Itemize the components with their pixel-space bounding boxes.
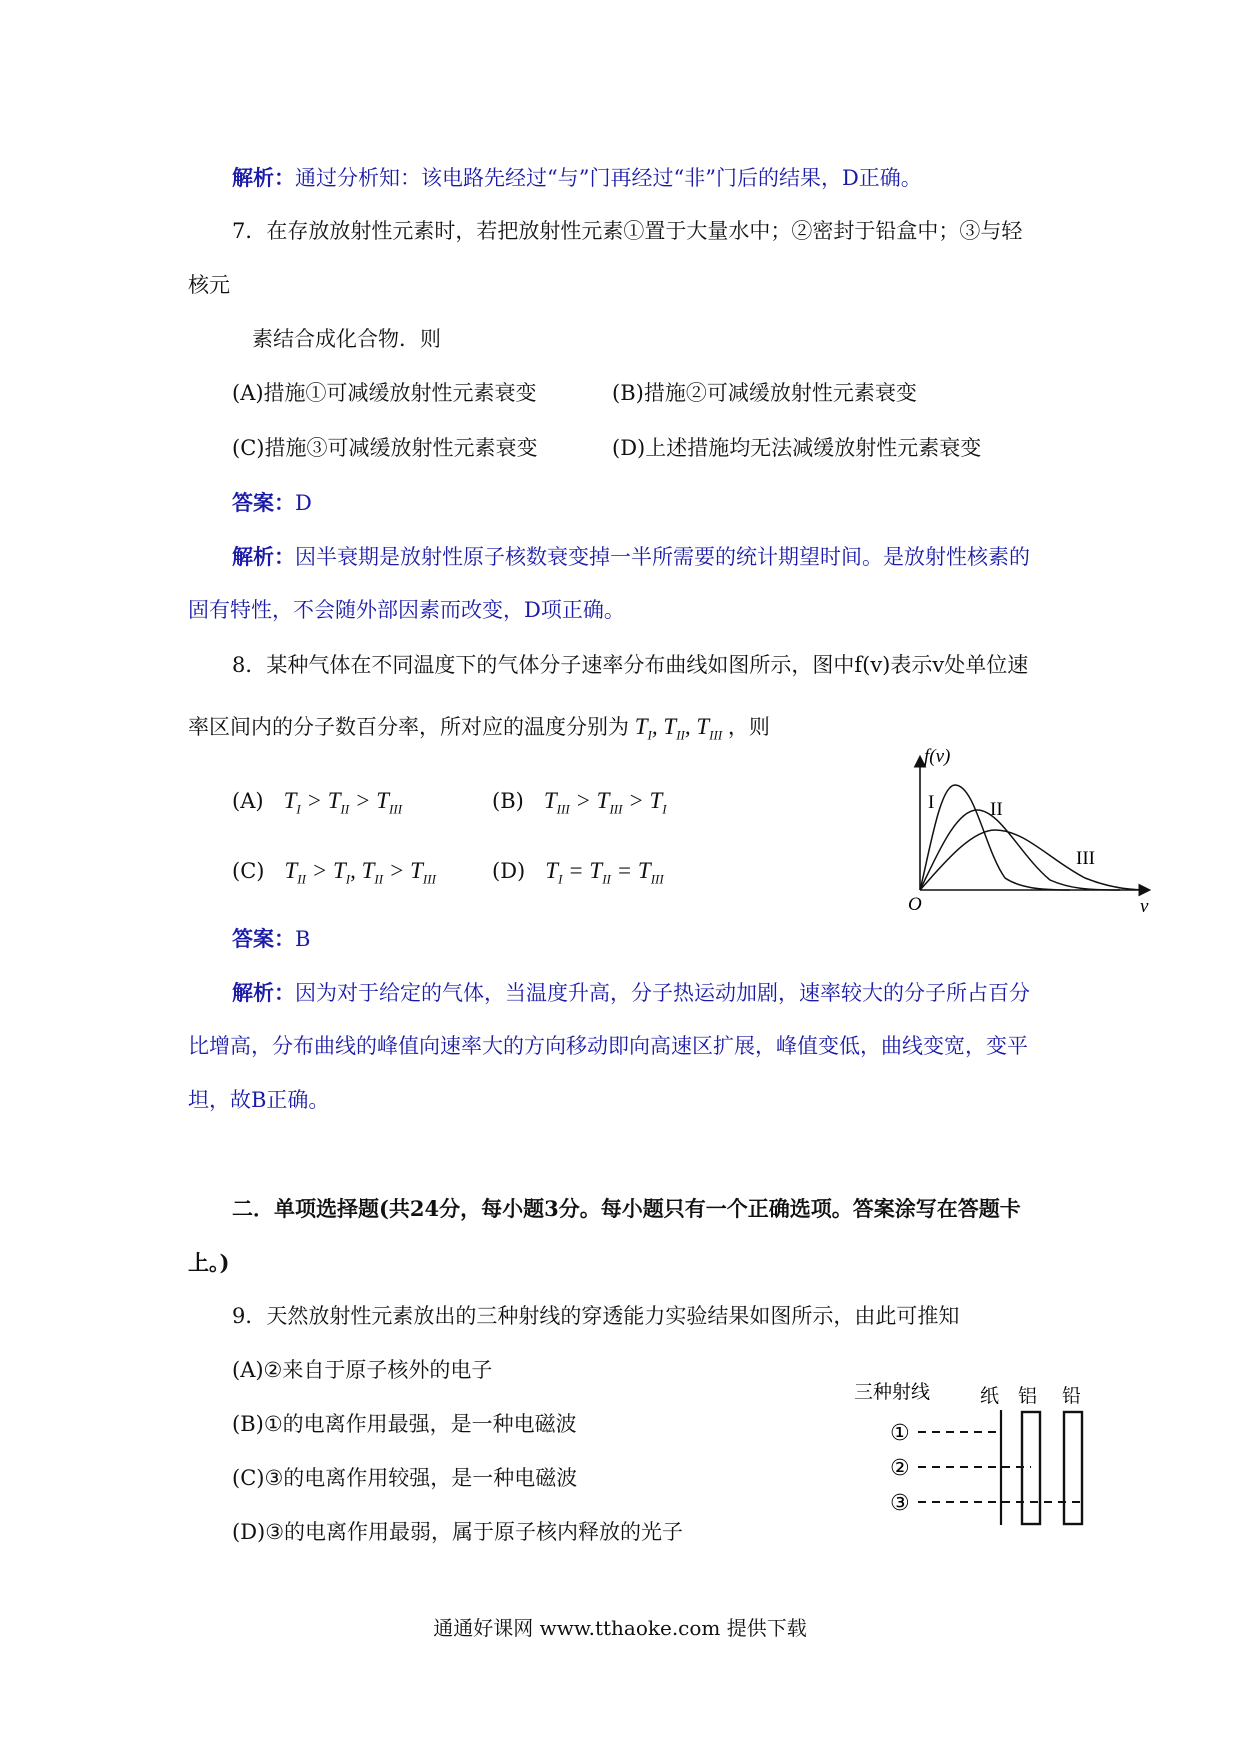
lead-label: 铅 <box>1062 1385 1082 1407</box>
option-label: (B) <box>492 789 524 813</box>
option-label: (A) <box>232 789 264 813</box>
figure-title: 三种射线 <box>854 1381 931 1403</box>
q9-option-a: (A)②来自于原子核外的电子 <box>232 1358 493 1382</box>
q8-stem-line2 <box>188 713 770 743</box>
q7-option-c: (C)措施③可减缓放射性元素衰变 <box>232 436 538 460</box>
q7-option-a: (A)措施①可减缓放射性元素衰变 <box>232 381 537 405</box>
q9-stem: 9．天然放射性元素放出的三种射线的穿透能力实验结果如图所示，由此可推知 <box>232 1304 960 1328</box>
q7-stem-line1: 7．在存放放射性元素时，若把放射性元素①置于大量水中；②密封于铅盒中；③与轻 <box>232 219 1023 243</box>
curve-label-i: I <box>928 792 935 813</box>
q8-stem-line1: 8．某种气体在不同温度下的气体分子速率分布曲线如图所示，图中f(v)表示v处单位速 <box>232 653 1029 677</box>
q8-option-a <box>232 787 402 817</box>
q7-stem-line2: 核元 <box>188 273 230 297</box>
q7-analysis-line1 <box>232 544 1030 570</box>
aluminum-label: 铝 <box>1018 1385 1038 1407</box>
q7-option-b: (B)措施②可减缓放射性元素衰变 <box>612 381 917 405</box>
q9-option-d: (D)③的电离作用最弱，属于原子核内释放的光子 <box>232 1520 684 1544</box>
section2-heading-line2: 上。) <box>188 1250 230 1275</box>
q7-option-d: (D)上述措施均无法减缓放射性元素衰变 <box>612 436 982 460</box>
q8-analysis-line2: 比增高，分布曲线的峰值向速率大的方向移动即向高速区扩展，峰值变低，曲线变宽，变平 <box>188 1034 1028 1058</box>
analysis-label: 解析： <box>232 165 295 190</box>
option-expr: $T_{III} > T_{III} > T_I$ <box>543 788 667 817</box>
answer-value: D <box>295 491 312 515</box>
analysis-text: 通过分析知：该电路先经过“与”门再经过“非”门后的结果，D正确。 <box>295 166 922 190</box>
footer: 通通好课网 www.tthaoke.com 提供下载 <box>433 1616 807 1640</box>
q8-option-c <box>232 857 436 887</box>
option-expr: $T_I = T_{II} = T_{III}$ <box>545 858 664 887</box>
q8-option-b <box>492 787 667 817</box>
analysis-label: 解析： <box>232 980 295 1005</box>
lead-plate <box>1064 1412 1082 1524</box>
section2-heading-line1: 二．单项选择题(共24分，每小题3分。每小题只有一个正确选项。答案涂写在答题卡 <box>232 1196 1021 1221</box>
q8-answer <box>232 926 310 952</box>
option-label: (C) <box>232 859 265 883</box>
q8-stem-line2-end: ，则 <box>727 715 770 739</box>
q8-analysis-line3: 坦，故B正确。 <box>188 1088 330 1112</box>
q7-answer <box>232 490 312 516</box>
y-axis-label: f(v) <box>924 746 951 767</box>
ray-label-3: ③ <box>890 1491 910 1516</box>
q8-analysis-line1 <box>232 980 1030 1006</box>
analysis-text: 因半衰期是放射性原子核数衰变掉一半所需要的统计期望时间。是放射性核素的 <box>295 545 1030 569</box>
option-label: (D) <box>492 859 526 883</box>
option-expr: $T_I > T_{II} > T_{III}$ <box>283 788 403 817</box>
q9-option-c: (C)③的电离作用较强，是一种电磁波 <box>232 1466 578 1490</box>
q7-stem-line3: 素结合成化合物．则 <box>252 327 441 351</box>
curve-iii <box>920 830 1146 890</box>
analysis-label: 解析： <box>232 544 295 569</box>
q8-temps: $T_I$, $T_{II}$, $T_{III}$ <box>629 714 723 743</box>
q9-option-b: (B)①的电离作用最强，是一种电磁波 <box>232 1412 577 1436</box>
q8-option-d <box>492 857 664 887</box>
ray-label-1: ① <box>890 1421 910 1446</box>
origin-label: O <box>908 894 922 915</box>
answer-label: 答案： <box>232 926 295 951</box>
q7-analysis-line2: 固有特性，不会随外部因素而改变，D项正确。 <box>188 598 625 622</box>
ray-label-2: ② <box>890 1456 910 1481</box>
analysis-text: 因为对于给定的气体，当温度升高，分子热运动加剧，速率较大的分子所占百分 <box>295 981 1030 1005</box>
x-axis-label: v <box>1140 896 1149 917</box>
option-expr: $T_{II} > T_I$, $T_{II} > T_{III}$ <box>284 858 436 887</box>
ray-penetration-figure <box>850 1370 1110 1530</box>
q8-stem-line2-text: 率区间内的分子数百分率，所对应的温度分别为 <box>188 715 629 739</box>
velocity-distribution-figure <box>890 740 1160 920</box>
curve-label-ii: II <box>990 799 1003 820</box>
paper-label: 纸 <box>980 1385 1000 1407</box>
answer-value: B <box>295 927 311 951</box>
answer-label: 答案： <box>232 490 295 515</box>
analysis-q6 <box>232 165 922 191</box>
curve-label-iii: III <box>1076 848 1095 869</box>
